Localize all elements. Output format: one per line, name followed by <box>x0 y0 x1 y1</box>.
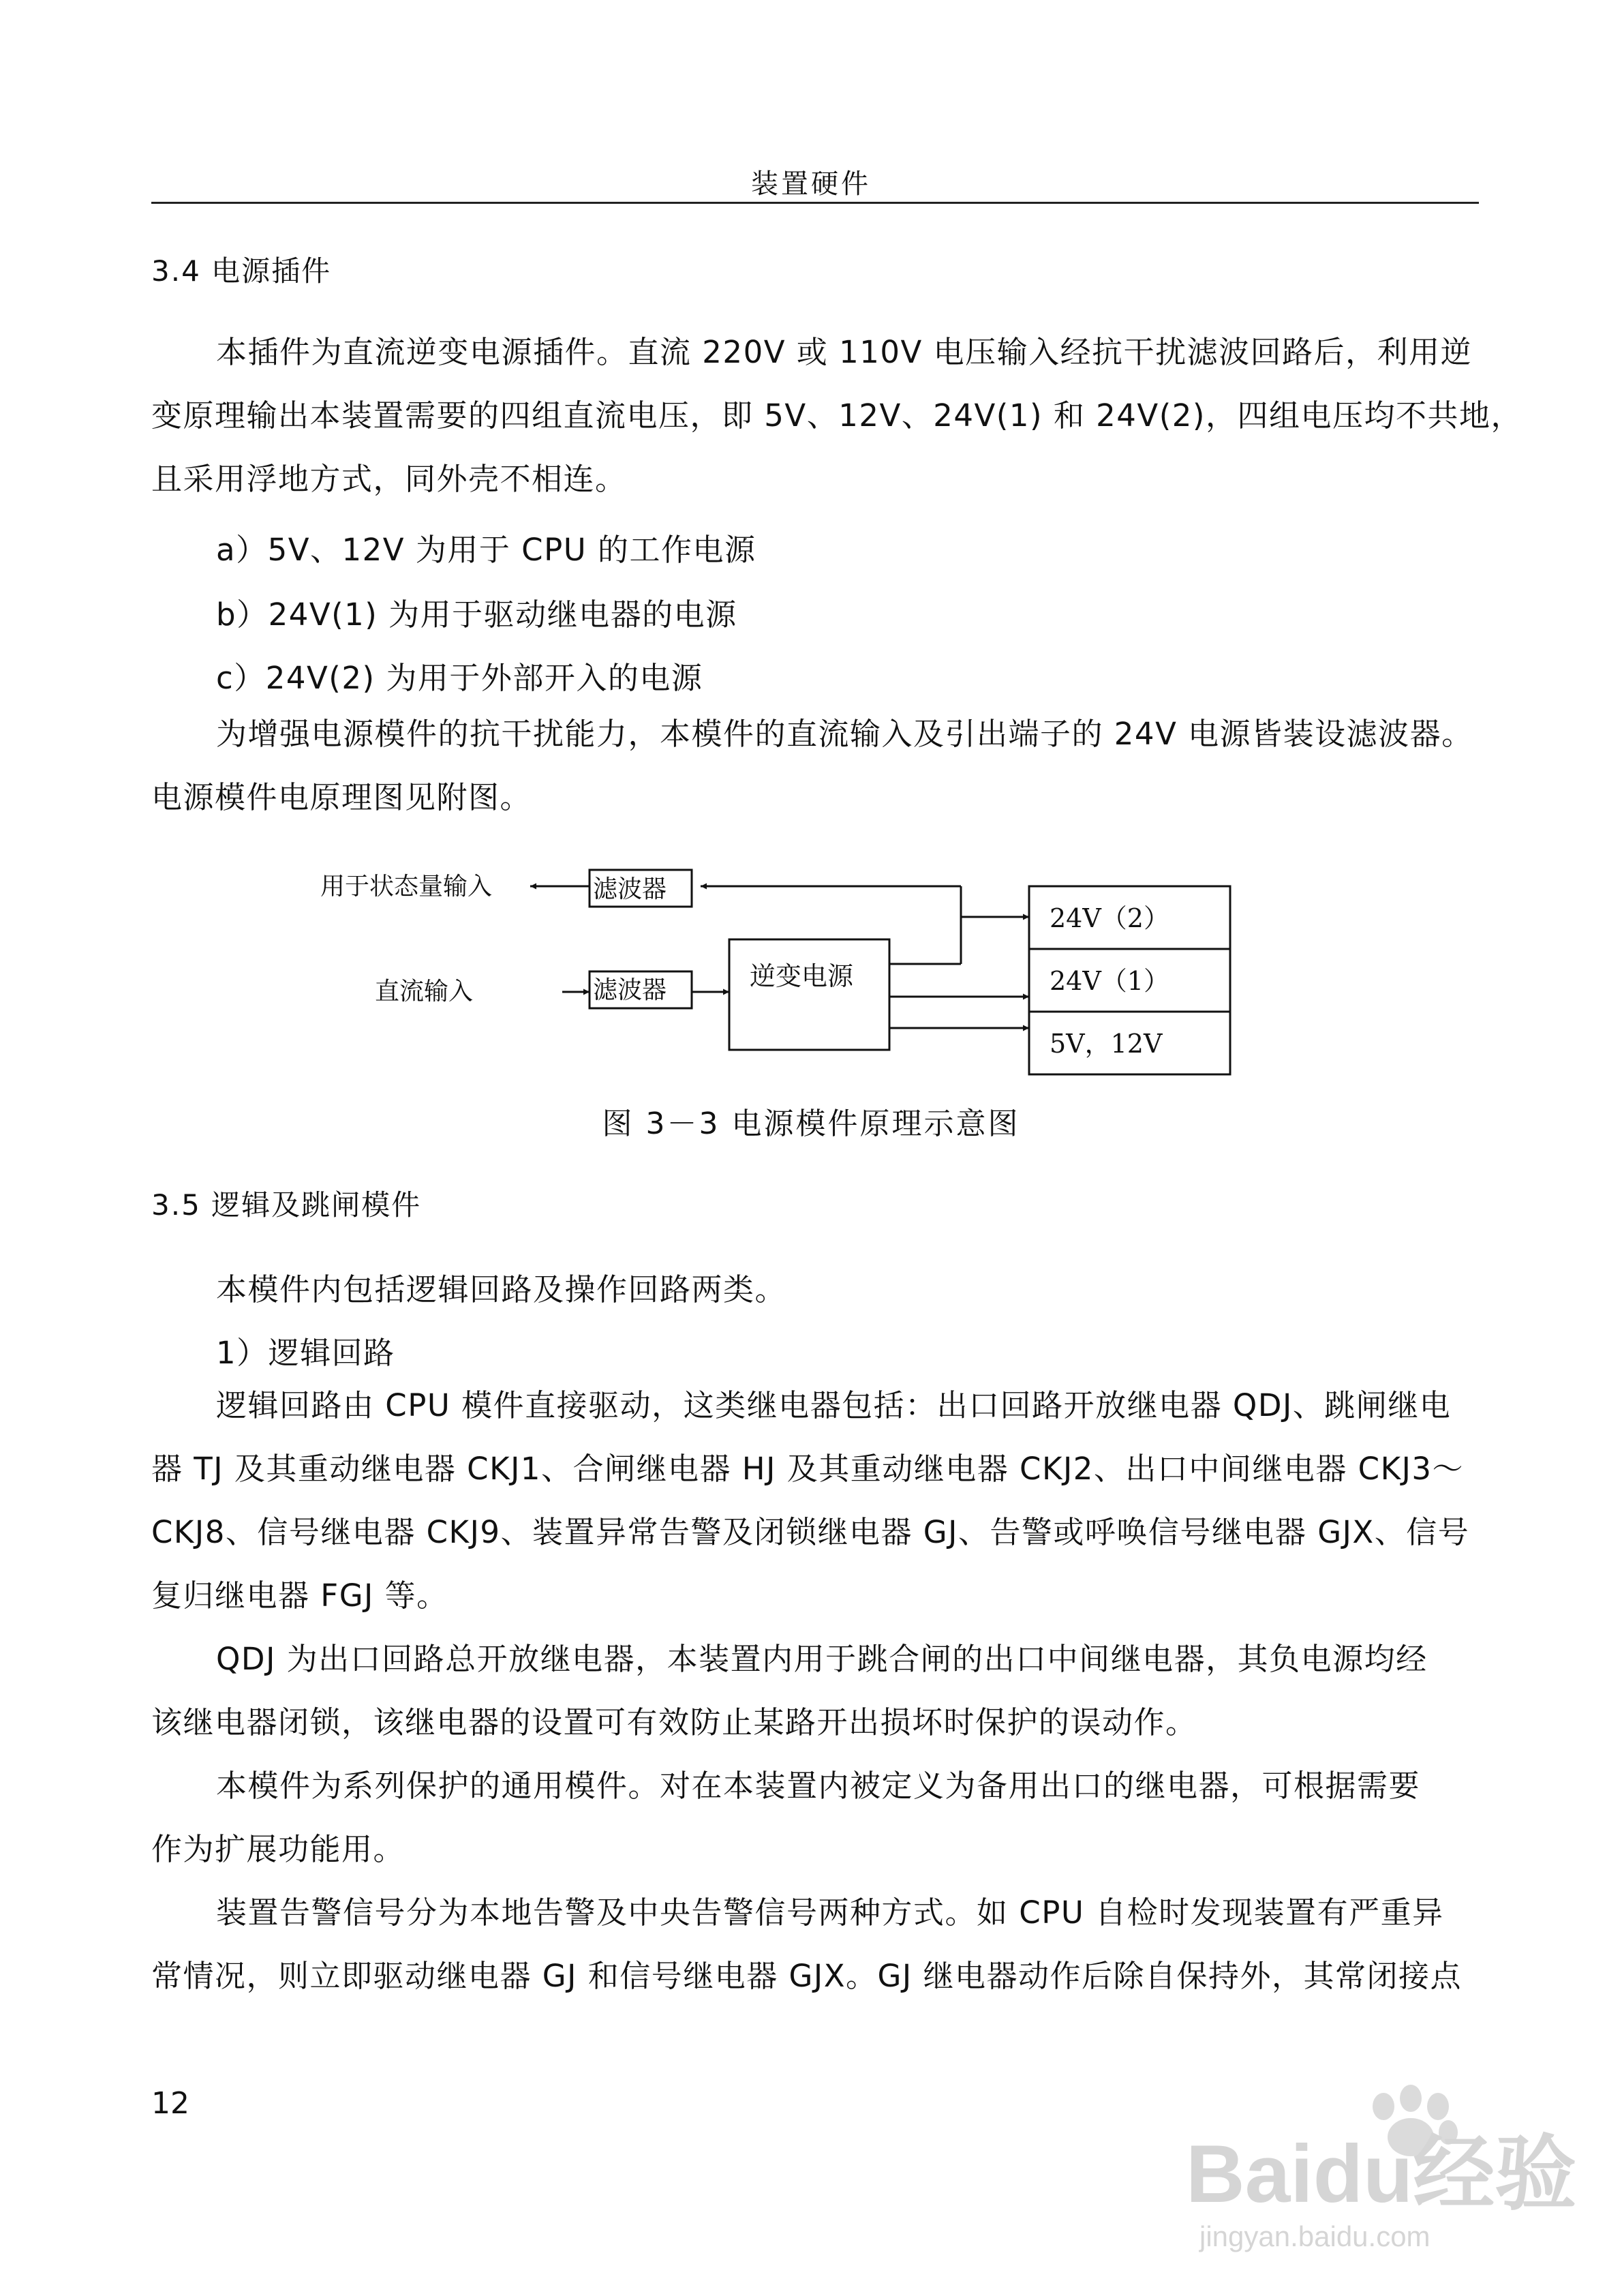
text-line: 本模件为系列保护的通用模件。对在本装置内被定义为备用出口的继电器，可根据需要 <box>216 1768 1421 1804</box>
section-3-4-heading: 3.4 电源插件 <box>151 254 332 288</box>
inverter-box <box>729 939 889 1050</box>
filter-top-label: 滤波器 <box>593 875 667 903</box>
watermark-url: jingyan.baidu.com <box>1199 2220 1430 2252</box>
text-line: 作为扩展功能用。 <box>151 1831 406 1867</box>
figure-caption: 图 3－3 电源模件原理示意图 <box>602 1106 1020 1141</box>
text-line: 电源模件电原理图见附图。 <box>151 779 532 815</box>
logic-paragraph <box>151 1374 1480 2008</box>
output-label-5v12v: 5V，12V <box>1050 1029 1163 1059</box>
section-3-5-intro: 本模件内包括逻辑回路及操作回路两类。 <box>216 1271 787 1308</box>
text-line: 器 TJ 及其重动继电器 CKJ1、合闸继电器 HJ 及其重动继电器 CKJ2、出口中间继电器 CKJ3～ <box>151 1451 1464 1487</box>
text-line: QDJ 为出口回路总开放继电器，本装置内用于跳合闸的出口中间继电器，其负电源均经 <box>216 1641 1428 1677</box>
text-line: 常情况，则立即驱动继电器 GJ 和信号继电器 GJX。GJ 继电器动作后除自保持外，其常闭接点 <box>151 1958 1462 1994</box>
filter-bottom-label: 滤波器 <box>593 976 667 1004</box>
text-line: 复归继电器 FGJ 等。 <box>151 1577 448 1614</box>
section-3-5-heading: 3.5 逻辑及跳闸模件 <box>151 1188 422 1222</box>
section-3-4-intro <box>151 320 1522 511</box>
label-status-input: 用于状态量输入 <box>320 873 493 901</box>
output-label-24v2: 24V（2） <box>1050 903 1169 933</box>
baidu-watermark <box>1179 2086 1577 2256</box>
text-line: 逻辑回路由 CPU 模件直接驱动，这类继电器包括：出口回路开放继电器 QDJ、跳闸继电 <box>216 1387 1452 1423</box>
list-item-b: b）24V(1) 为用于驱动继电器的电源 <box>216 596 737 633</box>
label-dc-input: 直流输入 <box>375 978 474 1006</box>
page-number: 12 <box>151 2086 189 2121</box>
power-module-diagram <box>300 852 1254 1098</box>
logic-circuit-subheading: 1）逻辑回路 <box>216 1335 395 1371</box>
text-line: 且采用浮地方式，同外壳不相连。 <box>151 461 627 497</box>
text-line: 本插件为直流逆变电源插件。直流 220V 或 110V 电压输入经抗干扰滤波回路后，利用逆 <box>216 334 1473 370</box>
text-line: 变原理输出本装置需要的四组直流电压，即 5V、12V、24V(1) 和 24V(2)，四组电压均不共地， <box>151 397 1522 434</box>
header-rule <box>151 202 1479 204</box>
text-line: 装置告警信号分为本地告警及中央告警信号两种方式。如 CPU 自检时发现装置有严重异 <box>216 1894 1444 1931</box>
list-item-c: c）24V(2) 为用于外部开入的电源 <box>216 660 703 696</box>
text-line: CKJ8、信号继电器 CKJ9、装置异常告警及闭锁继电器 GJ、告警或呼唤信号继电器 GJX、信号 <box>151 1514 1470 1550</box>
running-header-title: 装置硬件 <box>751 168 871 200</box>
text-line: 为增强电源模件的抗干扰能力，本模件的直流输入及引出端子的 24V 电源皆装设滤波器。 <box>216 716 1473 752</box>
filter-paragraph <box>151 702 1480 829</box>
list-item-a: a）5V、12V 为用于 CPU 的工作电源 <box>216 532 756 568</box>
inverter-label: 逆变电源 <box>750 961 854 991</box>
watermark-brand: Baidu经验 <box>1186 2128 1577 2220</box>
text-line: 该继电器闭锁，该继电器的设置可有效防止某路开出损坏时保护的误动作。 <box>151 1704 1197 1740</box>
output-label-24v1: 24V（1） <box>1050 966 1169 996</box>
